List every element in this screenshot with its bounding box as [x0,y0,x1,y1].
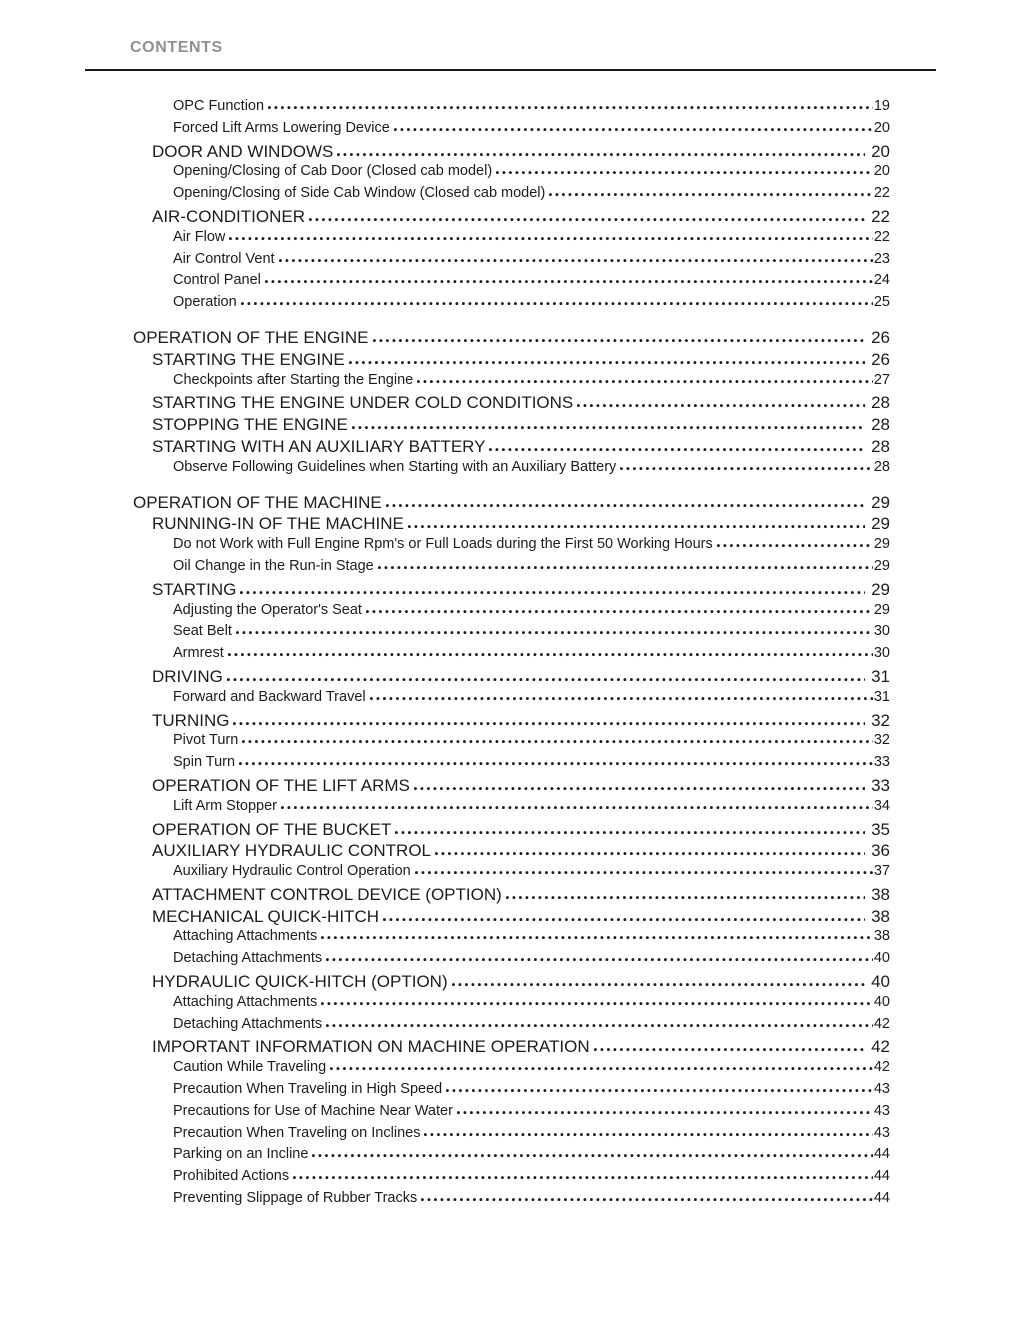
toc-dot-leader [394,127,873,132]
toc-entry-page-number: 33 [873,754,890,771]
toc-entry [133,1103,890,1125]
toc-dot-leader [228,652,873,657]
toc-entry-page-number: 42 [873,1059,890,1076]
toc-entry-label: Precautions for Use of Machine Near Water [173,1102,453,1119]
toc-entry-page-number: 31 [871,666,890,686]
toc-entry [133,163,890,185]
toc-entry-label: Observe Following Guidelines when Starting with an Auxiliary Battery [173,458,617,475]
toc-entry [133,328,890,350]
toc-entry [133,229,890,251]
toc-entry-label: Auxiliary Hydraulic Control Operation [173,863,411,880]
toc-entry [133,776,890,798]
toc-entry-label: OPERATION OF THE BUCKET [152,819,392,839]
toc-entry [133,437,890,459]
toc-dot-leader [620,466,873,471]
toc-dot-leader [293,1175,873,1180]
toc-entry-page-number: 44 [873,1146,890,1163]
toc-entry [133,732,890,754]
toc-entry-page-number: 30 [873,623,890,640]
toc-entry-page-number: 22 [873,228,890,245]
toc-entry-page-number: 38 [873,928,890,945]
toc-entry [133,272,890,294]
toc-entry [133,667,890,689]
toc-dot-leader [452,982,865,987]
toc-entry-page-number: 29 [871,514,890,534]
toc-dot-leader [330,1066,873,1071]
toc-entry-page-number: 26 [871,349,890,369]
toc-dot-leader [549,192,873,197]
toc-dot-leader [421,1197,873,1202]
toc-dot-leader [309,217,865,222]
toc-dot-leader [239,761,873,766]
toc-dot-leader [366,609,873,614]
toc-entry-label: TURNING [152,710,230,730]
toc-dot-leader [265,279,873,284]
toc-entry-page-number: 19 [873,98,890,114]
toc-entry-page-number: 20 [873,119,890,136]
toc-entry [133,885,890,907]
toc-entry [133,1016,890,1038]
toc-entry [133,994,890,1016]
toc-entry-page-number: 23 [873,250,890,267]
toc-entry-label: OPC Function [173,98,265,114]
toc-entry-label: Do not Work with Full Engine Rpm's or Full Loads during the First 50 Working Hours [173,536,713,553]
toc-entry [133,514,890,536]
toc-dot-leader [408,524,865,529]
toc-entry [133,580,890,602]
toc-entry [133,372,890,394]
toc-dot-leader [233,721,865,726]
toc-dot-leader [242,739,873,744]
toc-dot-leader [386,503,865,508]
toc-entry [133,754,890,776]
toc-entry [133,950,890,972]
toc-entry [133,820,890,842]
toc-entry-label: STARTING [152,579,237,599]
toc-dot-leader [312,1153,872,1158]
toc-entry [133,1059,890,1081]
toc-entry [133,798,890,820]
toc-entry-page-number: 40 [873,950,890,967]
toc-dot-leader [417,379,873,384]
toc-entry [133,350,890,372]
toc-entry [133,142,890,164]
toc-entry-page-number: 24 [873,272,890,289]
toc-dot-leader [383,917,865,922]
toc-entry-page-number: 42 [871,1037,890,1057]
toc-dot-leader [414,786,865,791]
toc-entry-page-number: 28 [871,415,890,435]
toc-entry-page-number: 29 [873,557,890,574]
toc-entry-label: Precaution When Traveling on Inclines [173,1124,421,1141]
toc-dot-leader [337,152,865,157]
header-divider [85,69,936,71]
toc-entry-page-number: 28 [871,393,890,413]
toc-dot-leader [240,590,865,595]
toc-dot-leader [577,403,865,408]
toc-entry-label: Detaching Attachments [173,1015,323,1032]
toc-entry [133,645,890,667]
toc-entry-page-number: 32 [871,710,890,730]
toc-dot-leader [321,1001,873,1006]
toc-entry-page-number: 38 [871,884,890,904]
toc-dot-leader [717,543,873,548]
toc-dot-leader [321,935,873,940]
toc-dot-leader [281,805,873,810]
toc-entry [133,689,890,711]
toc-entry-page-number: 42 [873,1015,890,1032]
toc-entry [133,459,890,481]
toc-entry-page-number: 29 [871,579,890,599]
toc-entry-page-number: 29 [873,536,890,553]
toc-entry [133,393,890,415]
toc-entry-label: Prohibited Actions [173,1168,290,1185]
toc-entry [133,623,890,645]
toc-entry-page-number: 38 [871,906,890,926]
toc-dot-leader [227,677,865,682]
toc-entry [133,972,890,994]
toc-entry [133,841,890,863]
toc-dot-leader [415,870,873,875]
toc-entry-label: RUNNING-IN OF THE MACHINE [152,514,404,534]
toc-dot-leader [370,696,873,701]
toc-entry-label: IMPORTANT INFORMATION ON MACHINE OPERATION [152,1037,590,1057]
toc-entry-label: Forward and Backward Travel [173,688,366,705]
toc-entry [133,294,890,316]
toc-entry-label: HYDRAULIC QUICK-HITCH (OPTION) [152,972,448,992]
toc-entry [133,120,890,142]
toc-entry-label: STARTING WITH AN AUXILIARY BATTERY [152,436,486,456]
toc-entry-page-number: 34 [873,797,890,814]
toc-dot-leader [435,851,865,856]
toc-entry-label: STOPPING THE ENGINE [152,415,348,435]
toc-entry-label: Operation [173,294,237,311]
toc-entry-page-number: 43 [873,1124,890,1141]
toc-entry-page-number: 32 [873,732,890,749]
toc-entry-page-number: 40 [873,993,890,1010]
toc-entry [133,863,890,885]
toc-entry [133,1125,890,1147]
toc-entry [133,185,890,207]
toc-entry [133,711,890,733]
toc-list [133,98,890,1212]
toc-entry-label: OPERATION OF THE ENGINE [133,327,369,347]
toc-entry-page-number: 25 [873,294,890,311]
toc-entry [133,1168,890,1190]
toc-entry [133,558,890,580]
toc-entry-label: Lift Arm Stopper [173,797,277,814]
toc-entry-label: Preventing Slippage of Rubber Tracks [173,1190,418,1207]
toc-entry-page-number: 22 [871,206,890,226]
toc-entry [133,928,890,950]
toc-entry-label: STARTING THE ENGINE UNDER COLD CONDITIONS [152,393,574,413]
toc-entry-label: Air Control Vent [173,250,275,267]
toc-entry-page-number: 36 [871,841,890,861]
toc-dot-leader [349,360,865,365]
toc-entry-page-number: 37 [873,863,890,880]
toc-dot-leader [268,105,873,110]
page-header: CONTENTS [130,39,223,56]
toc-entry-label: DRIVING [152,666,223,686]
toc-entry-label: DOOR AND WINDOWS [152,141,334,161]
toc-entry-label: Forced Lift Arms Lowering Device [173,119,390,136]
toc-entry [133,98,890,120]
toc-dot-leader [378,565,873,570]
toc-dot-leader [446,1088,873,1093]
toc-entry-page-number: 28 [873,458,890,475]
toc-entry-label: Opening/Closing of Side Cab Window (Closed cab model) [173,185,546,202]
toc-entry-page-number: 27 [873,371,890,388]
toc-entry-label: Pivot Turn [173,732,239,749]
toc-entry-page-number: 35 [871,819,890,839]
toc-entry-page-number: 43 [873,1102,890,1119]
toc-entry-page-number: 44 [873,1168,890,1185]
toc-dot-leader [457,1110,873,1115]
toc-dot-leader [395,830,865,835]
toc-entry [133,1081,890,1103]
toc-entry-page-number: 29 [873,601,890,618]
toc-entry-page-number: 29 [871,492,890,512]
toc-dot-leader [373,338,866,343]
toc-dot-leader [489,447,865,452]
toc-dot-leader [229,236,872,241]
toc-entry-label: Adjusting the Operator's Seat [173,601,362,618]
toc-entry-page-number: 28 [871,436,890,456]
toc-entry-page-number: 43 [873,1081,890,1098]
toc-entry-label: OPERATION OF THE LIFT ARMS [152,775,410,795]
toc-entry-label: OPERATION OF THE MACHINE [133,492,382,512]
toc-dot-leader [326,1023,873,1028]
toc-entry [133,1190,890,1212]
toc-dot-leader [506,895,865,900]
toc-entry [133,1146,890,1168]
toc-entry-label: Checkpoints after Starting the Engine [173,371,414,388]
toc-entry [133,536,890,558]
toc-entry-label: Seat Belt [173,623,232,640]
toc-entry-page-number: 40 [871,972,890,992]
toc-entry-label: ATTACHMENT CONTROL DEVICE (OPTION) [152,884,502,904]
toc-dot-leader [496,170,873,175]
toc-entry-label: AUXILIARY HYDRAULIC CONTROL [152,841,431,861]
toc-entry [133,602,890,624]
toc-entry [133,907,890,929]
toc-entry [133,415,890,437]
toc-dot-leader [279,258,873,263]
toc-entry-label: Air Flow [173,228,226,245]
toc-entry-label: Attaching Attachments [173,993,318,1010]
toc-entry-label: STARTING THE ENGINE [152,349,345,369]
toc-entry-label: Armrest [173,645,224,662]
toc-entry-label: AIR-CONDITIONER [152,206,305,226]
toc-entry-page-number: 33 [871,775,890,795]
toc-entry-label: Parking on an Incline [173,1146,309,1163]
toc-dot-leader [352,425,865,430]
toc-entry-label: Opening/Closing of Cab Door (Closed cab model) [173,163,493,180]
toc-entry [133,1037,890,1059]
toc-entry-label: Precaution When Traveling in High Speed [173,1081,443,1098]
toc-dot-leader [236,630,873,635]
toc-entry-label: Oil Change in the Run-in Stage [173,557,374,574]
toc-entry-page-number: 44 [873,1190,890,1207]
toc-dot-leader [241,301,873,306]
toc-entry-label: Spin Turn [173,754,236,771]
toc-entry-page-number: 22 [873,185,890,202]
toc-entry [133,251,890,273]
toc-dot-leader [594,1047,865,1052]
toc-dot-leader [424,1132,872,1137]
toc-entry-label: Attaching Attachments [173,928,318,945]
toc-entry-label: Caution While Traveling [173,1059,327,1076]
toc-entry-label: Detaching Attachments [173,950,323,967]
toc-entry [133,207,890,229]
toc-entry-page-number: 20 [873,163,890,180]
toc-entry-page-number: 31 [873,688,890,705]
toc-entry-page-number: 26 [871,327,890,347]
toc-entry-page-number: 30 [873,645,890,662]
toc-dot-leader [326,957,873,962]
toc-entry-label: Control Panel [173,272,261,289]
toc-entry-page-number: 20 [871,141,890,161]
toc-entry-label: MECHANICAL QUICK-HITCH [152,906,379,926]
toc-entry [133,493,890,515]
